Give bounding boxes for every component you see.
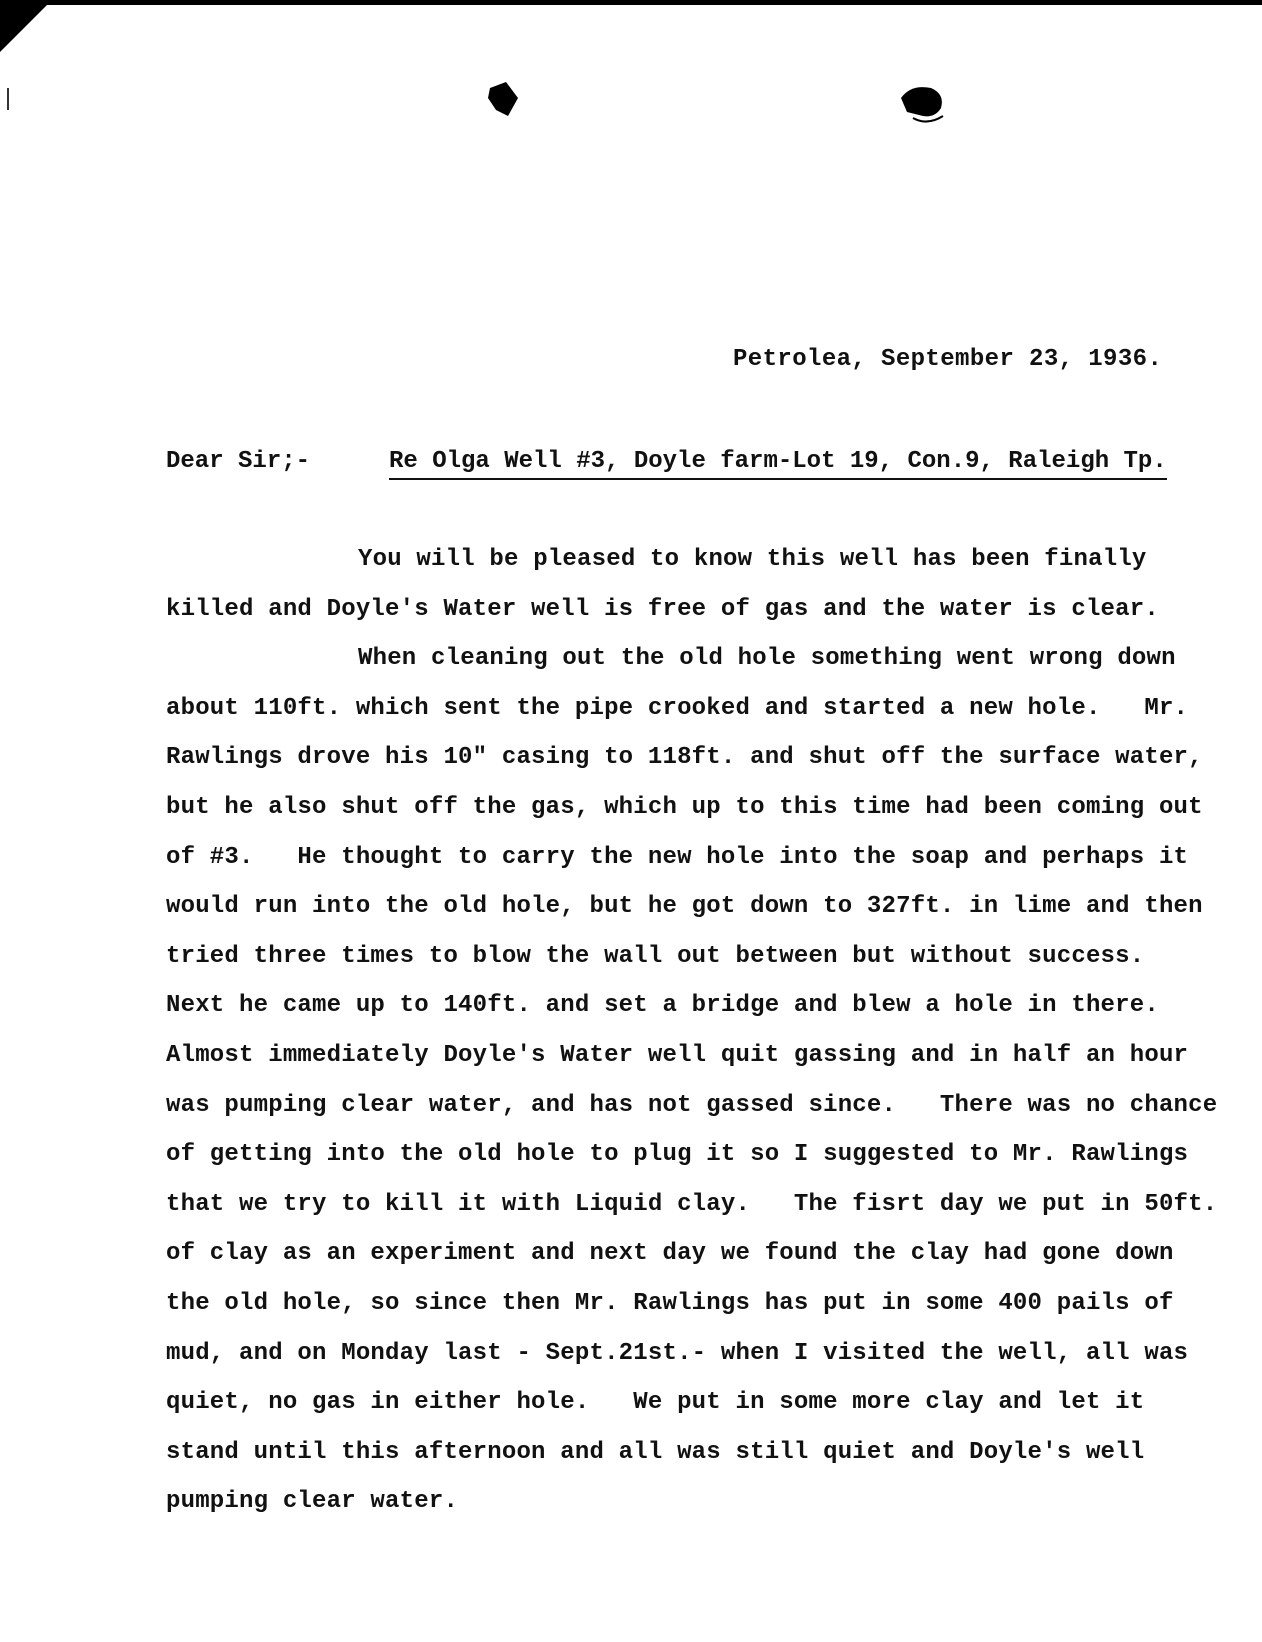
body-line: killed and Doyle's Water well is free of gas and the water is clear. [166,595,1159,623]
body-line: mud, and on Monday last - Sept.21st.- when I visited the well, all was [166,1339,1189,1367]
body-line: of #3. He thought to carry the new hole into the soap and perhaps it [166,843,1189,871]
corner-mark [0,0,52,52]
body-line: but he also shut off the gas, which up to this time had been coming out [166,793,1203,821]
body-line: would run into the old hole, but he got down to 327ft. in lime and then [166,893,1203,921]
salutation: Dear Sir;- [166,448,311,475]
body-line: that we try to kill it with Liquid clay. The fisrt day we put in 50ft. [166,1190,1218,1218]
body-line: stand until this afternoon and all was still quiet and Doyle's well [166,1438,1145,1466]
body-line: the old hole, so since then Mr. Rawlings has put in some 400 pails of [166,1289,1174,1317]
subject-line: Re Olga Well #3, Doyle farm-Lot 19, Con.9, Raleigh Tp. [389,448,1167,480]
letter-date: Petrolea, September 23, 1936. [733,346,1163,373]
edge-tick-mark [7,88,9,110]
body-line: was pumping clear water, and has not gassed since. There was no chance [166,1091,1218,1119]
letter-body [166,545,1246,1537]
body-line: pumping clear water. [166,1488,459,1516]
body-line: Rawlings drove his 10" casing to 118ft. and shut off the surface water, [166,744,1203,772]
body-line: When cleaning out the old hole something went wrong down [358,645,1176,673]
top-border-line [0,0,1262,5]
body-line: Almost immediately Doyle's Water well quit gassing and in half an hour [166,1041,1189,1069]
body-line: about 110ft. which sent the pipe crooked and started a new hole. Mr. [166,694,1189,722]
body-line: Next he came up to 140ft. and set a bridge and blew a hole in there. [166,992,1159,1020]
ink-blot [486,80,520,120]
body-line: You will be pleased to know this well has been finally [358,546,1147,573]
ink-blot [897,82,947,130]
body-line: tried three times to blow the wall out between but without success. [166,942,1145,970]
body-line: quiet, no gas in either hole. We put in some more clay and let it [166,1389,1145,1417]
body-line: of clay as an experiment and next day we found the clay had gone down [166,1240,1174,1268]
body-line: of getting into the old hole to plug it so I suggested to Mr. Rawlings [166,1141,1189,1169]
